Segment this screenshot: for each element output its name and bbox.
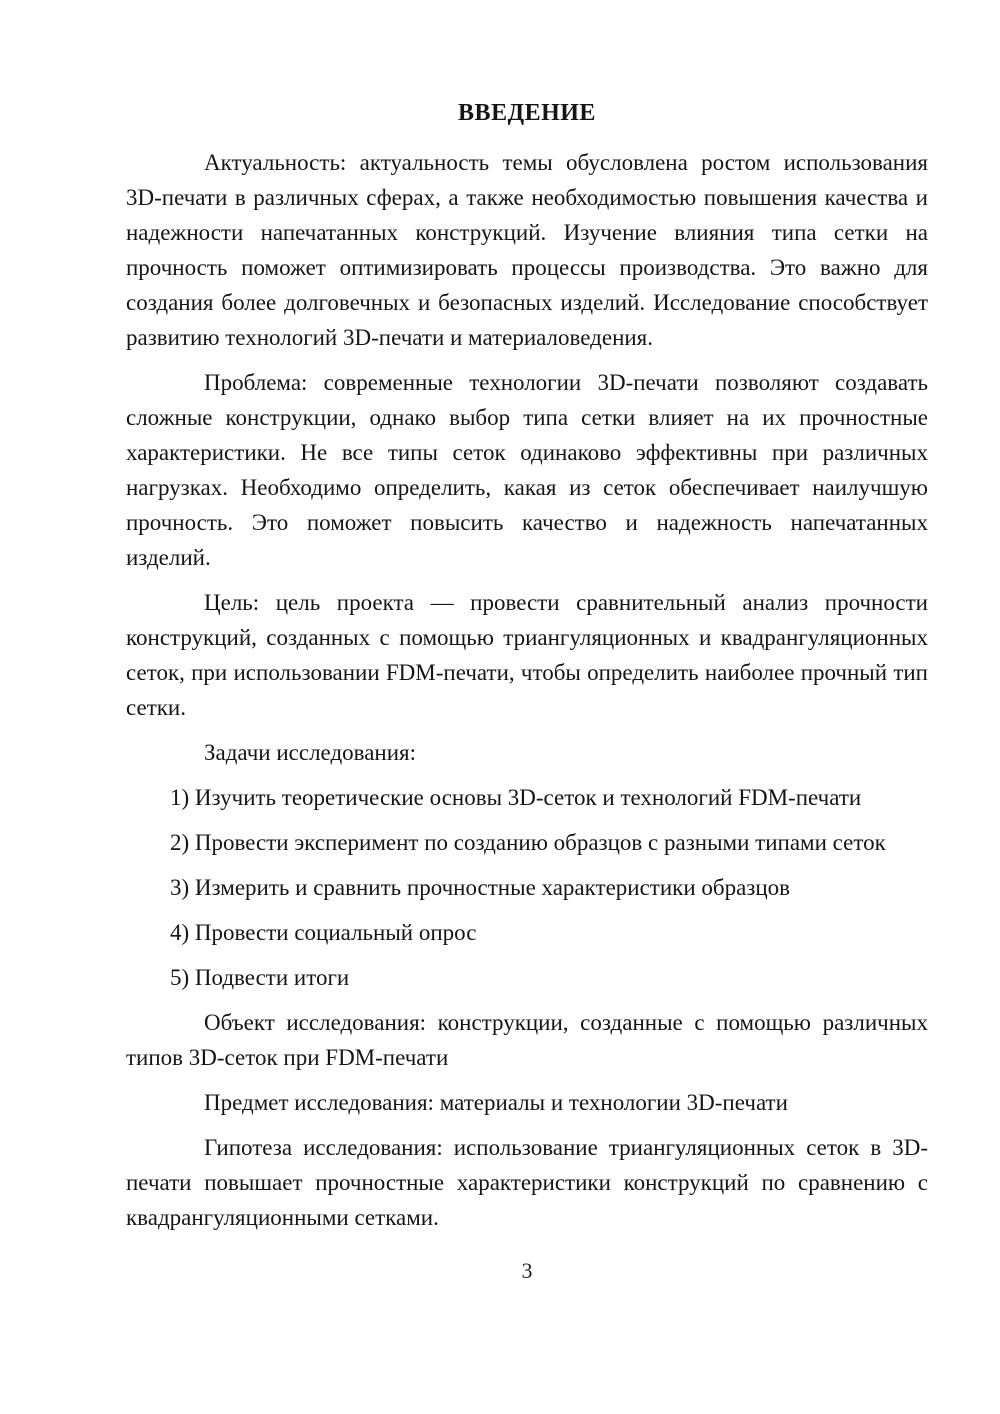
- paragraph-subject: Предмет исследования: материалы и технологии 3D-печати: [204, 1090, 788, 1115]
- page-title: ВВЕДЕНИЕ: [458, 100, 596, 126]
- paragraph-goal: Цель: цель проекта — провести сравнительный анализ прочности конструкций, созданных с помощью триангуляционных и квадрангуляционных сеток, при использовании FDM-печати, чтобы определить наиболее прочный тип сетки.: [126, 590, 928, 720]
- task-item-5: 5) Подвести итоги: [170, 965, 350, 990]
- task-item-4: 4) Провести социальный опрос: [170, 920, 477, 945]
- paragraph-object: Объект исследования: конструкции, созданные с помощью различных типов 3D-сеток при FDM-печати: [126, 1010, 928, 1070]
- page-number: 3: [521, 1258, 533, 1283]
- paragraph-relevance: Актуальность: актуальность темы обусловлена ростом использования 3D-печати в различных сферах, а также необходимостью повышения качества и надежности напечатанных конструкций. Изучение влияния типа сетки на прочность поможет оптимизировать процессы производства. Это важно для создания более долговечных и безопасных изделий. Исследование способствует развитию технологий 3D-печати и материаловедения.: [126, 150, 928, 350]
- task-item-1: 1) Изучить теоретические основы 3D-сеток и технологий FDM-печати: [170, 785, 862, 810]
- task-item-3: 3) Измерить и сравнить прочностные характеристики образцов: [170, 875, 791, 900]
- tasks-heading: Задачи исследования:: [204, 740, 417, 765]
- paragraph-hypothesis: Гипотеза исследования: использование триангуляционных сеток в 3D-печати повышает прочностные характеристики конструкций по сравнению с квадрангуляционными сетками.: [126, 1135, 928, 1230]
- task-item-2: 2) Провести эксперимент по созданию образцов с разными типами сеток: [170, 830, 886, 855]
- paragraph-problem: Проблема: современные технологии 3D-печати позволяют создавать сложные конструкции, однако выбор типа сетки влияет на их прочностные характеристики. Не все типы сеток одинаково эффективны при различных нагрузках. Необходимо определить, какая из сеток обеспечивает наилучшую прочность. Это поможет повысить качество и надежность напечатанных изделий.: [126, 370, 928, 570]
